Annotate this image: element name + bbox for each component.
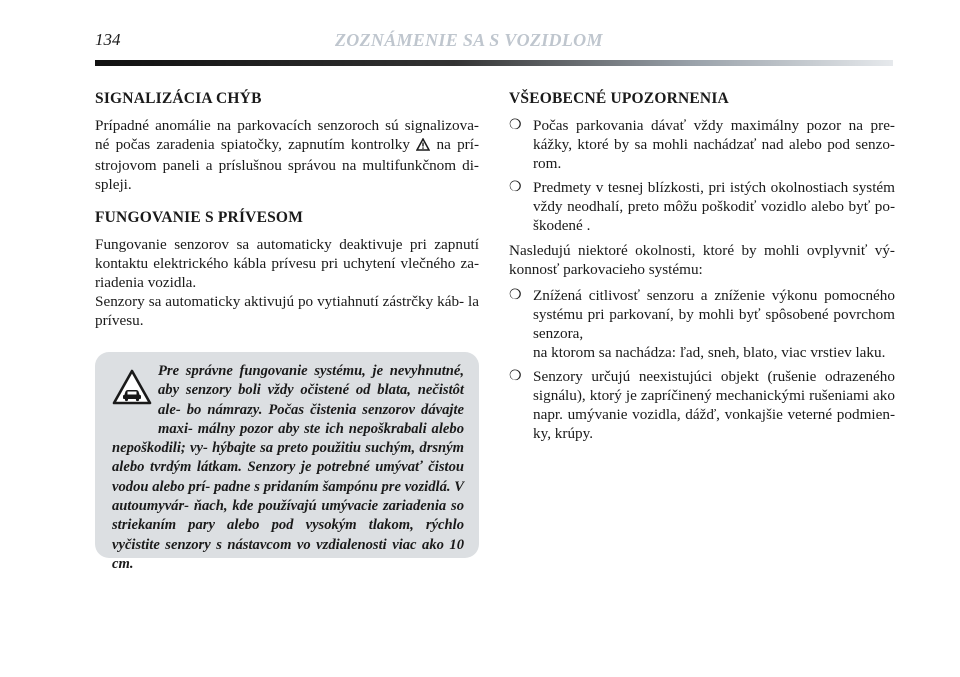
page-header xyxy=(95,30,895,52)
list-item xyxy=(509,116,895,173)
warning-text-container xyxy=(112,362,464,574)
conditions-list xyxy=(509,286,895,443)
trailer-paragraph-2: Senzory sa automaticky aktivujú po vytiahnutí zástrčky káb- la prívesu. xyxy=(95,293,479,329)
warning-text: Pre správne fungovanie systému, je nevyhnutné, aby senzory boli vždy očistené od blata, nečistôt ale- bo námrazy. Počas čistenia senzorov dávajte maxi- málny pozor aby ste ich nepoškrabali alebo nepoškodili; vy- hýbajte sa preto použitiu suchým, drsným alebo tvrdým látkam. Senzory je potrebné umývať čistou vodou alebo prí- padne s pridaním šampónu pre vozidlá. V autoumyvár- ňach, kde používajú umývacie zariadenia so striekaním pary alebo pod vysokým tlakom, rýchlo vyčistite senzory s nástavcom vo vzdialenosti viac ako 10 cm. xyxy=(112,363,464,572)
section-title-general-warnings: VŠEOBECNÉ UPOZORNENIA xyxy=(509,90,729,107)
bullet-circle-icon: ❍ xyxy=(509,118,522,133)
section-trailer xyxy=(95,208,479,330)
list-item-text: Počas parkovania dávať vždy maximálny pozor na pre- kážky, ktoré by sa mohli nachádzať nad alebo pod senzo- rom. xyxy=(533,117,895,172)
list-item-text: Znížená citlivosť senzoru a zníženie výkonu pomocného systému pri parkovaní, by mohli byť spôsobené povrchom senzora, xyxy=(533,287,895,342)
list-item xyxy=(509,367,895,443)
page-number: 134 xyxy=(95,30,121,49)
warning-triangle-icon xyxy=(416,137,430,156)
list-item-text: Predmety v tesnej blízkosti, pri istých okolnostiach systém vždy neodhalí, preto môžu poškodiť vozidlo alebo byť po- škodené . xyxy=(533,179,895,234)
left-column xyxy=(95,89,479,344)
conditions-intro: Nasledujú niektoré okolnosti, ktoré by mohli ovplyvniť vý- konnosť parkovacieho systému: xyxy=(509,242,895,278)
section-title-error-signaling: SIGNALIZÁCIA CHÝB xyxy=(95,90,262,107)
error-signaling-text-end: na prí- strojovom paneli a príslušnou správou na multifunkčnom di- spleji. xyxy=(95,136,480,193)
list-item xyxy=(509,286,895,362)
header-rule xyxy=(95,60,893,66)
warning-car-icon xyxy=(112,362,158,420)
list-item xyxy=(509,178,895,235)
error-signaling-text-start: Prípadné anomálie na parkovacích senzoroch sú signalizova- né počas zaradenia spiatočky, zapnutím kontrolky xyxy=(95,117,479,153)
bullet-circle-icon: ❍ xyxy=(509,180,522,195)
bullet-circle-icon: ❍ xyxy=(509,369,522,384)
section-title-trailer: FUNGOVANIE S PRÍVESOM xyxy=(95,209,304,226)
warning-box xyxy=(95,352,479,572)
trailer-paragraph-1: Fungovanie senzorov sa automaticky deaktivuje pri zapnutí kontaktu elektrického kábla prívesu pri uchytení vlečného za- riadenia vozidla. xyxy=(95,236,479,291)
general-warnings-list xyxy=(509,116,895,235)
right-column xyxy=(509,89,895,449)
chapter-title: ZOZNÁMENIE SA S VOZIDLOM xyxy=(335,30,603,50)
list-item-text-continued: na ktorom sa nachádza: ľad, sneh, blato, viac vrstiev laku. xyxy=(533,344,886,361)
error-signaling-text xyxy=(95,116,479,194)
bullet-circle-icon: ❍ xyxy=(509,288,522,303)
list-item-text: Senzory určujú neexistujúci objekt (rušenie odrazeného signálu), ktorý je zapríčinený mechanickými rušeniami ako napr. umývanie vozidla, dážď, vonkajšie veterné podmien- ky, krúpy. xyxy=(533,368,895,442)
section-error-signaling xyxy=(95,89,479,194)
